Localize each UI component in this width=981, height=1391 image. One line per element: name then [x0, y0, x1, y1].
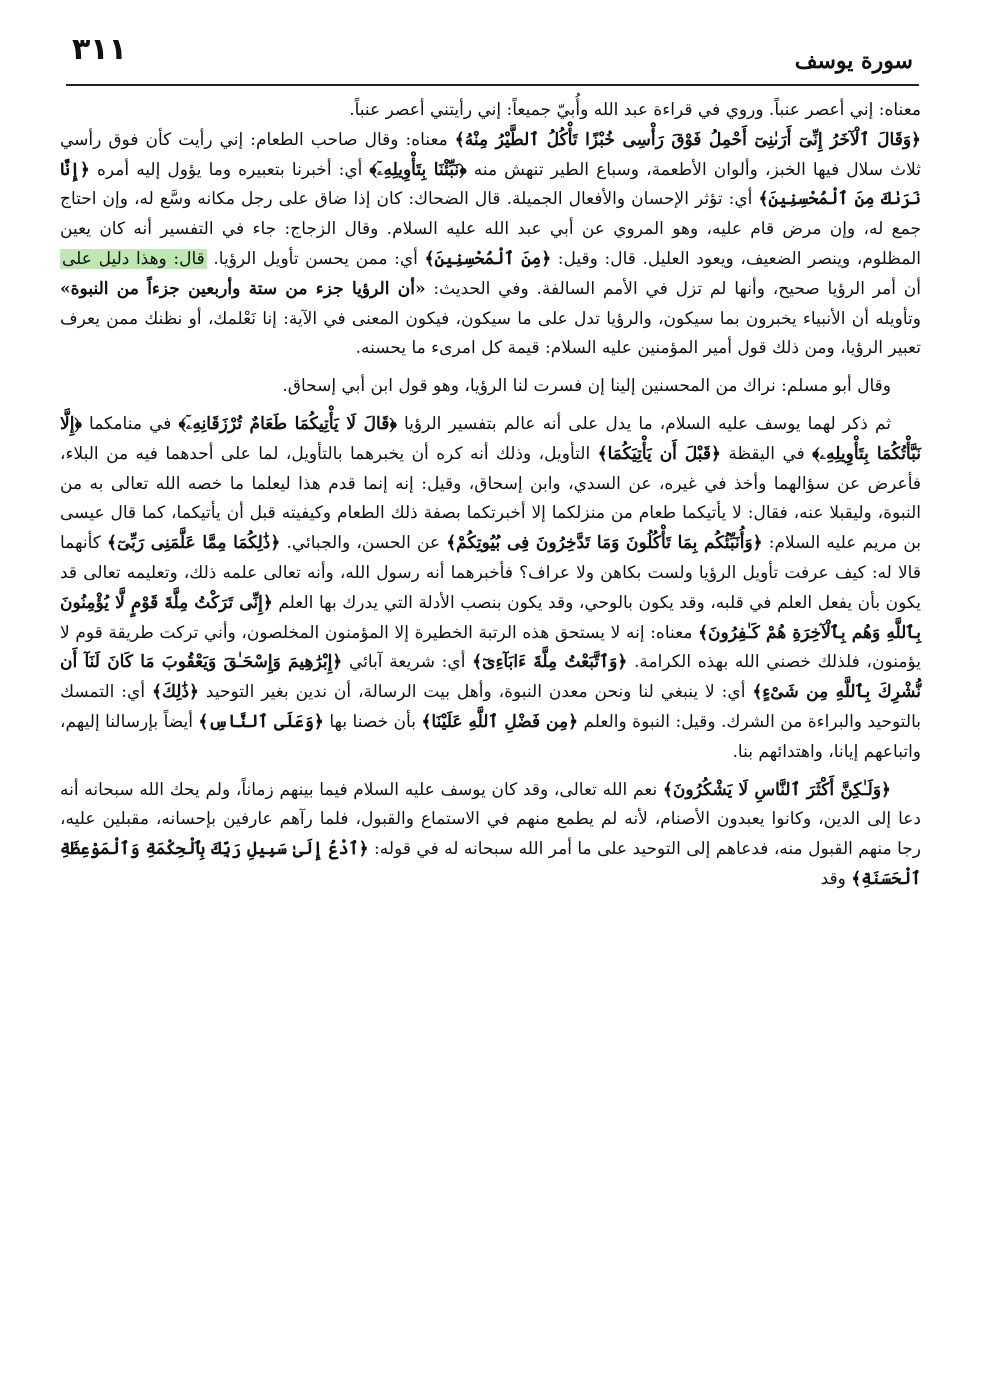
quran-verse: ﴿مِن فَضْلِ ٱللَّهِ عَلَيْنَا﴾: [421, 711, 579, 732]
surah-title: سورة يوسف: [794, 48, 913, 74]
paragraph: [60, 96, 921, 126]
text-run: أي: لا ينبغي لنا ونحن معدن النبوة، وأهل بيت الرسالة، أن ندين بغير التوحيد: [198, 682, 753, 703]
quran-verse: ﴿إِنِّى تَرَكْتُ مِلَّةَ قَوْمٍ لَّا يُؤْمِنُونَ بِٱللَّهِ وَهُم بِٱلْآخِرَةِ هُمْ كَـٰفِرُونَ﴾: [60, 592, 921, 643]
text-run: كأنهما قالا له: كيف عرفت تأويل الرؤيا ولست بكاهن ولا عراف؟ فأخبرهما أنه رسول الله، وأنه تعالى علمه ذلك، وتعليمه تعالى قد يكون بأن يفعل العلم في قلبه، وقد يكون بالوحي، وقد يكون بنصب الأدلة التي يدرك بها العلم: [60, 533, 921, 613]
text-run: عن الحسن، والجبائي.: [280, 533, 447, 554]
text-run: وتأويله أن الأنبياء يخبرون بما سيكون، والرؤيا تدل على ما سيكون، فيكون المعنى في الآية: إنا نَعْلمك، أو نظنك ممن يعرف تعبير الرؤيا، ومن ذلك قول أمير المؤمنين عليه السلام: قيمة كل امرىء ما يحسنه.: [60, 308, 921, 359]
quran-verse: ﴿نَبِّئْنَا بِتَأْوِيلِهِۦٓ﴾: [369, 159, 467, 180]
text-run: أي: التمسك بالتوحيد والبراءة من الشرك. وقيل: النبوة والعلم: [60, 682, 922, 732]
quran-verse: ﴿ذَٰلِكُمَا مِمَّا عَلَّمَنِى رَبِّىٓ﴾: [107, 533, 281, 554]
paragraph: [60, 372, 921, 402]
text-run: نعم الله تعالى، وقد كان يوسف عليه السلام فيما بينهم زماناً، ولم يحك الله سبحانه أنه دعا إلى الدين، وكانوا يعبدون الأصنام، لأنه لم يطمع منهم في الاستماع والقبول، فلما رآهم عارفين بإحسانه، مقبلين عليه، رجا منهم القبول منه، فدعاهم إلى التوحيد على ما أمر الله سبحانه له في قوله:: [60, 779, 921, 860]
text-run: أن أمر الرؤيا صحيح، وأنها لم تزل في الأمم السالفة. وفي الحديث:: [425, 278, 921, 299]
quran-verse: ﴿إِبْرَٰهِيمَ وَإِسْحَـٰقَ وَيَعْقُوبَ مَا كَانَ لَنَآ أَن نُّشْرِكَ بِٱللَّهِ مِن شَىْءٍ﴾: [60, 652, 922, 703]
commentary-text: [60, 96, 921, 1381]
paragraph: [60, 776, 921, 895]
paragraph: [60, 126, 921, 364]
text-run: أيضاً بإرسالنا إليهم، واتباعهم إيانا، واهتدائهم بنا.: [60, 711, 921, 762]
text-run: في منامكما: [81, 413, 179, 434]
quran-verse: ﴿قَبْلَ أَن يَأْتِيَكُمَا﴾: [597, 443, 721, 464]
text-run: وقد: [820, 868, 852, 889]
text-run: التأويل، وذلك أنه كره أن يخبرهما بالتأويل، لما على أحدهما فيه من البلاء، فأعرض عن سؤالهما وأخذ في غيره، عن السدي، وابن إسحاق، وقيل: إنه إنما قدم هذا ليعلما ما خصه الله تعالى به من النبوة، وليقبلا عنه، فقال: لا يأتيكما طعام من منزلكما إلا أخبرتكما بصفة ذلك الطعام وكيفيته قبل أن يأتيكما، كما قال عيسى بن مريم عليه السلام:: [60, 443, 921, 554]
text-run: وقال أبو مسلم: نراك من المحسنين إلينا إن فسرت لنا الرؤيا، وهو قول ابن أبي إسحاق.: [282, 376, 891, 397]
quran-verse: ﴿وَأُنَبِّئُكُم بِمَا تَأْكُلُونَ وَمَا تَدَّخِرُونَ فِى بُيُوتِكُمْ﴾: [446, 533, 763, 554]
text-run: ثم ذكر لهما يوسف عليه السلام، ما يدل على أنه عالم بتفسير الرؤيا: [396, 413, 891, 434]
quran-verse: ﴿وَعَلَى ٱلنَّاسِ﴾: [198, 711, 324, 732]
quran-verse: ﴿ٱدْعُ إِلَىٰ سَبِيلِ رَبِّكَ بِٱلْحِكْمَةِ وَٱلْمَوْعِظَةِ ٱلْحَسَنَةِ﴾: [60, 839, 921, 889]
page-number: ٣١١: [72, 32, 127, 67]
quran-verse: ﴿وَٱتَّبَعْتُ مِلَّةَ ءَابَآءِىٓ﴾: [472, 652, 628, 673]
text-run: أي: شريعة آبائي: [342, 652, 473, 673]
text-run: معناه: إنه لا يستحق هذه الرتبة الخطيرة إلا المؤمنون المخلصون، وأني تركت طريقة قوم لا يؤمنون، فلذلك خصني الله بهذه الكرامة.: [60, 622, 921, 673]
highlighted-text: قال: وهذا دليل على: [62, 248, 205, 269]
quran-verse: ﴿إِلَّا نَبَّأْتُكُمَا بِتَأْوِيلِهِۦ﴾: [60, 413, 921, 464]
header-divider: [66, 84, 919, 86]
quran-verse: ﴿وَلَـٰكِنَّ أَكْثَرَ ٱلنَّاسِ لَا يَشْكُرُونَ﴾: [662, 779, 891, 800]
text-run: أي: ممن يحسن تأويل الرؤيا.: [206, 248, 425, 269]
quran-verse: ﴿ذَٰلِكَ﴾: [151, 682, 199, 703]
quran-verse: ﴿مِنَ ٱلْمُحْسِنِينَ﴾: [424, 248, 552, 269]
text-run: أي: أخبرنا بتعبيره وما يؤول إليه أمره: [89, 159, 370, 180]
text-run: معناه: وقال صاحب الطعام: إني رأيت كأن فوق رأسي ثلاث سلال فيها الخبز، وألوان الأطعمة، وسباع الطير تنهش منه: [60, 129, 921, 180]
quran-verse: ﴿قَالَ لَا يَأْتِيكُمَا طَعَامٌ تُرْزَقَانِهِۦٓ﴾: [178, 413, 397, 434]
paragraph: [60, 410, 921, 768]
text-run: في اليقظة: [720, 443, 813, 464]
quran-verse: ﴿وَقَالَ ٱلْآخَرُ إِنِّىٓ أَرَىٰنِىٓ أَحْمِلُ فَوْقَ رَأْسِى خُبْزًا تَأْكُلُ ٱلطَّيْرُ مِنْهُ﴾: [454, 129, 921, 150]
text-run: أي: تؤثر الإحسان والأفعال الجميلة. قال الضحاك: كان إذا ضاق على رجل مكانه وسَّع له، وإن احتاج جمع له، وإن مرض قام عليه، وهو المروي عن أبي عبد الله عليه السلام. وقال الزجاج: جاء في التفسير أنه كان يعين المظلوم، وينصر الضعيف، ويعود العليل. قال: وقيل:: [60, 189, 921, 269]
text-run: معناه: إني أعصر عنباً. وروي في قراءة عبد الله وأُبيّ جميعاً: إني رأيتني أعصر عنباً.: [349, 100, 921, 120]
text-run: بأن خصنا بها: [323, 711, 422, 732]
hadith-quote: «أن الرؤيا جزء من ستة وأربعين جزءاً من النبوة»: [60, 278, 426, 299]
quran-verse: ﴿إِنَّا نَرَىٰكَ مِنَ ٱلْمُحْسِنِينَ﴾: [60, 159, 921, 210]
